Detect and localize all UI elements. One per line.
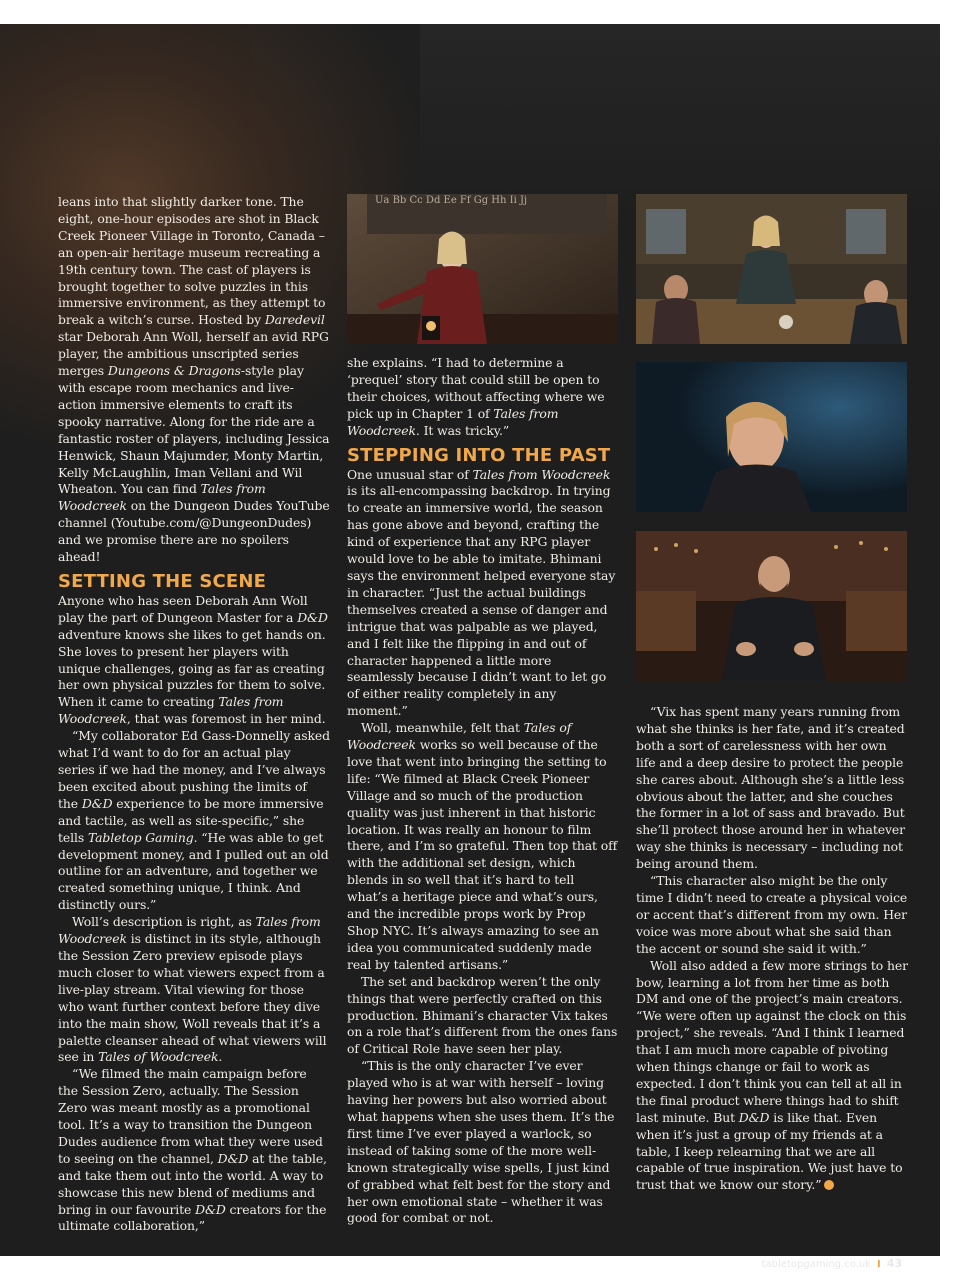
- paragraph: Anyone who has seen Deborah Ann Woll play the part of Dungeon Master for a D&D adventure knows she likes to get hands on. She loves to present her players with unique challenges, going as far as creating her own physical puzzles for them to solve. When it came to creating Tales from Woodcreek, that was foremost in her mind.: [58, 592, 328, 727]
- paragraph: Woll also added a few more strings to her bow, learning a lot from her time as both DM and one of the project’s main creators. “We were often up against the clock on this project,” she reveals. “And I think I learned that I am much more capable of pivoting when things change or fail to work as expected. I don’t think you can tell at all in the final product where things had to shift last minute. But D&D is like that. Even when it’s just a group of my friends at a table, I keep relearning that we are all capable of true inspiration. We just have to trust that we know our story.”: [636, 957, 908, 1193]
- interview-man-photo: [636, 531, 907, 681]
- paragraph: “My collaborator Ed Gass-Donnelly asked what I’d want to do for an actual play series if we had the money, and I’ve always been excited about pushing the limits of the D&D experience to be more immersive and tactile, as well as site-specific,” she tells Tabletop Gaming. “He was able to get development money, and I pulled out an old outline for an adventure, and together we created something unique, I think. And distinctly ours.”: [58, 728, 330, 913]
- magazine-page: [0, 24, 940, 1270]
- footer-website: tabletopgaming.co.uk: [761, 1259, 871, 1270]
- table-players-illustration: [636, 194, 907, 344]
- close-up-woman-photo: [636, 362, 907, 512]
- page-number: 43: [886, 1257, 902, 1270]
- paragraph: “We filmed the main campaign before the Session Zero, actually. The Session Zero was meant mostly as a promotional tool. It’s a way to transition the Dungeon Dudes audience from what they were used to seeing on the channel, D&D at the table, and take them out into the world. A way to showcase this new blend of mediums and bring in our favourite D&D creators for the ultimate collaboration,”: [58, 1066, 327, 1234]
- table-players-photo: [636, 194, 907, 344]
- end-of-article-icon: [824, 1180, 834, 1190]
- paragraph: The set and backdrop weren’t the only things that were perfectly crafted on this production. Bhimani’s character Vix takes on a role that’s different from the ones fans of Critical Role have seen her play.: [347, 973, 618, 1057]
- article-column-2: [347, 355, 618, 1227]
- paragraph: she explains. “I had to determine a ‘prequel’ story that could still be open to their choices, without affecting where we pick up in Chapter 1 of Tales from Woodcreek. It was tricky.”: [347, 355, 605, 438]
- chalkboard-scene-photo: [347, 194, 618, 344]
- chalkboard-text: Ua Bb Cc Dd Ee Ff Gg Hh Ii Jj: [375, 195, 528, 206]
- interview-man-illustration: [636, 531, 907, 681]
- chalkboard-scene-illustration: [347, 194, 618, 344]
- section-heading: SETTING THE SCENE: [58, 570, 267, 592]
- paragraph: “Vix has spent many years running from what she thinks is her fate, and it’s created both a sort of carelessness with her own life and a deep desire to protect the people she cares about. Although she’s a little less obvious about the latter, and she couches the former in a lot of sass and bravado. But she’ll protect those around her in whatever way she thinks is necessary – including not being around them.: [636, 704, 905, 872]
- paragraph: “This is the only character I’ve ever played who is at war with herself – loving having her powers but also worried about what happens when she uses them. It’s the first time I’ve ever played a warlock, so instead of taking some of the more well-known strategically wise spells, I just kind of grabbed what felt best for the story and her own emotional state – whether it was good for combat or not.: [347, 1058, 615, 1226]
- footer-separator: I: [876, 1259, 881, 1270]
- paragraph: Woll, meanwhile, felt that Tales of Woodcreek works so well because of the love that went into bringing the setting to life: “We filmed at Black Creek Pioneer Village and so much of the production quality was just inherent in that historic location. It was really an honour to film there, and I’m so grateful. Then top that off with the additional set design, which blends in so well that it’s hard to tell what’s a heritage piece and what’s ours, and the incredible props work by Prop Shop NYC. It’s always amazing to see an idea you communicated suddenly made real by talented artisans.”: [347, 720, 618, 972]
- paragraph: leans into that slightly darker tone. The eight, one-hour episodes are shot in Black Creek Pioneer Village in Toronto, Canada – an open-air heritage museum recreating a 19th century town. The cast of players is brought together to solve puzzles in this immersive environment, as they attempt to break a witch’s curse. Hosted by Daredevil star Deborah Ann Woll, herself an avid RPG player, the ambitious unscripted series merges Dungeons & Dragons-style play with escape room mechanics and live-action immersive elements to craft its spooky narrative. Along for the ride are a fantastic roster of players, including Jessica Henwick, Shaun Majumder, Monty Martin, Kelly McLaughlin, Iman Vellani and Wil Wheaton. You can find Tales from Woodcreek on the Dungeon Dudes YouTube channel (Youtube.com/@DungeonDudes) and we promise there are no spoilers ahead!: [58, 194, 330, 565]
- paragraph: “This character also might be the only time I didn’t need to create a physical voice or accent that’s different from my own. Her voice was more about what she said than the accent or sound she said it with.”: [636, 873, 908, 956]
- section-heading: STEPPING INTO THE PAST: [347, 444, 611, 466]
- paragraph: Woll’s description is right, as Tales from Woodcreek is distinct in its style, although the Session Zero preview episode plays much closer to what viewers expect from a live-play stream. Vital viewing for those who want further context before they dive into the main show, Woll reveals that it’s a palette cleanser ahead of what viewers will see in Tales of Woodcreek.: [58, 914, 327, 1065]
- article-column-1: [58, 194, 330, 1235]
- paragraph: One unusual star of Tales from Woodcreek is its all-encompassing backdrop. In trying to create an immersive world, the season has gone above and beyond, crafting the kind of experience that any RPG player would love to be able to imitate. Bhimani says the environment helped everyone stay in character. “Just the actual buildings themselves created a sense of danger and intrigue that was palpable as we played, and I felt like the flipping in and out of character happened a little more seamlessly because I didn’t want to let go of either reality completely in any moment.”: [347, 466, 616, 719]
- close-up-woman-illustration: [636, 362, 907, 512]
- article-column-3: [636, 704, 908, 1194]
- page-footer: [762, 1257, 902, 1270]
